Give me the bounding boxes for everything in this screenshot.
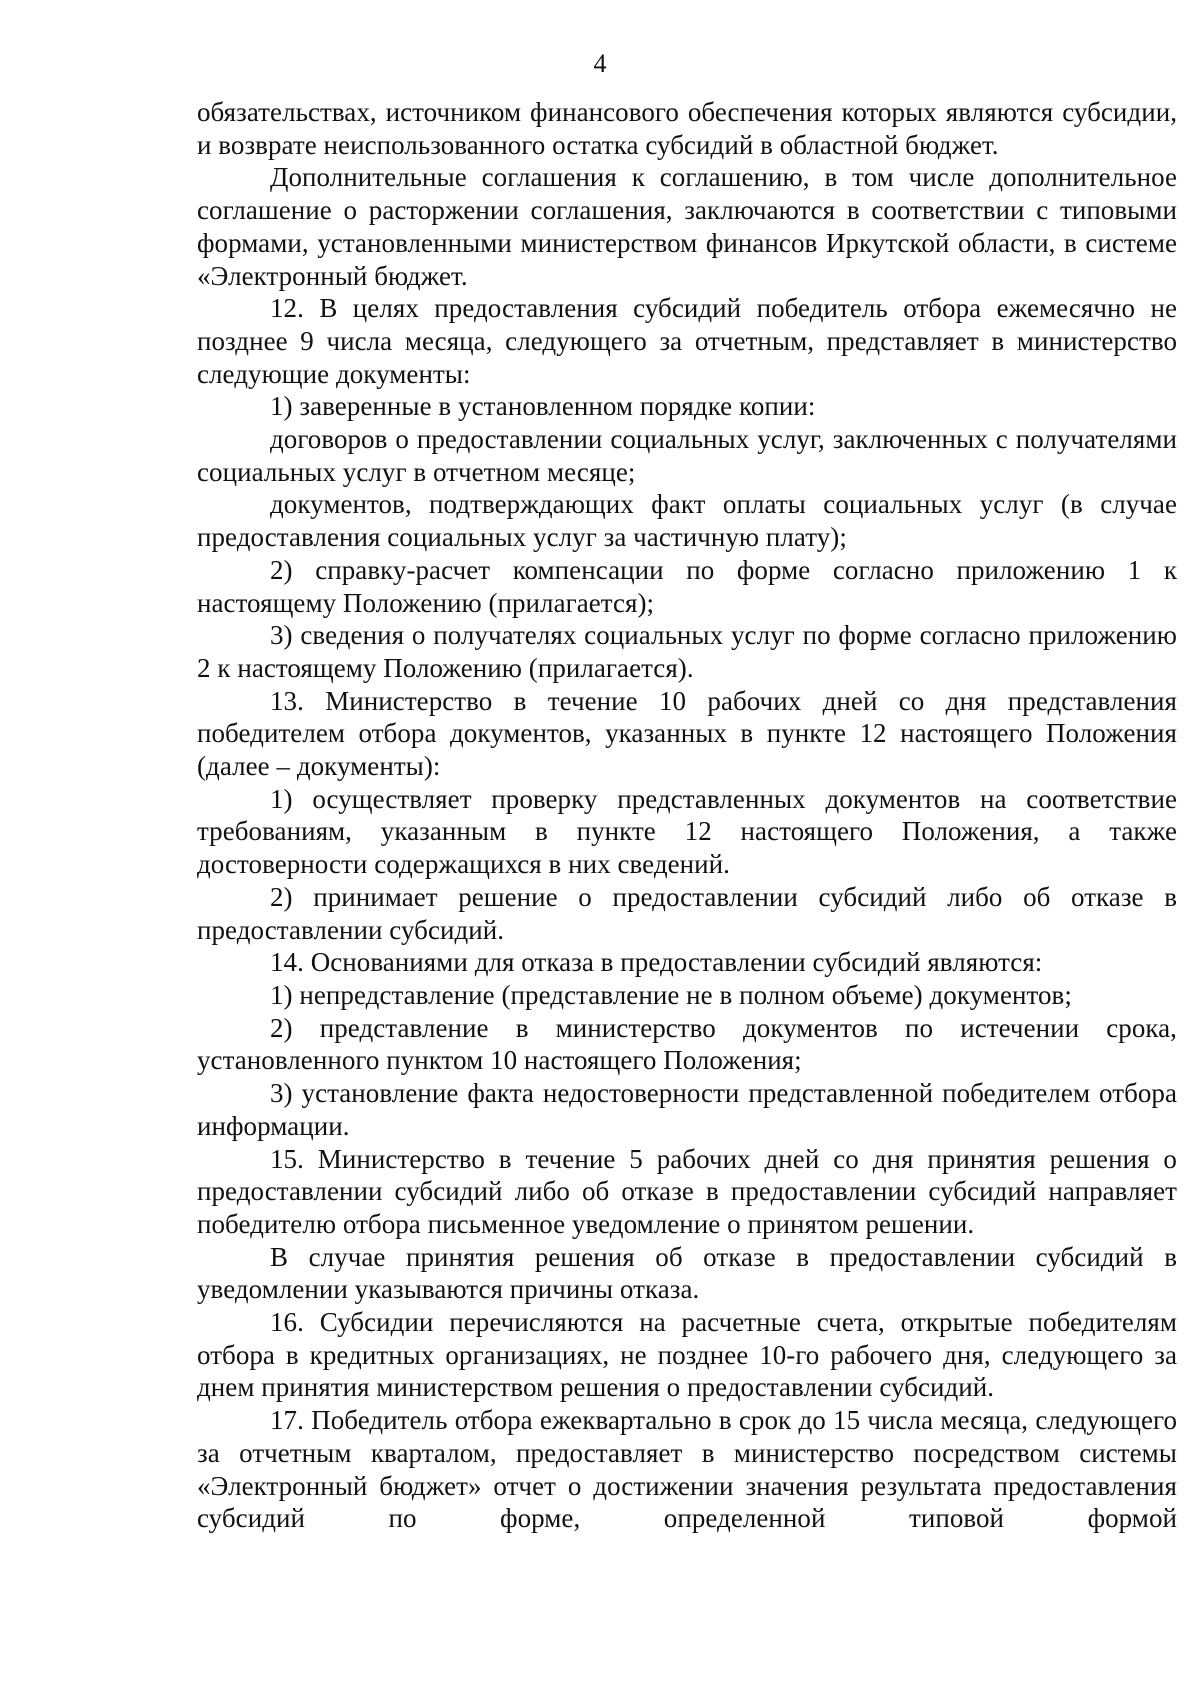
paragraph-14-item-1: 1) непредставление (представление не в полном объеме) документов; [270, 979, 1072, 1010]
paragraph-13: 13. Министерство в течение 10 рабочих дней со дня представления победителем отбора документов, указанных в пункте 12 настоящего Положения (далее – документы): [197, 685, 1177, 782]
paragraph-13-item-2: 2) принимает решение о предоставлении субсидий либо об отказе в предоставлении субсидий. [197, 881, 1177, 945]
paragraph-additional-agreements: Дополнительные соглашения к соглашению, в том числе дополнительное соглашение о расторжении соглашения, заключаются в соответствии с типовыми формами, установленными министерством финансов Иркутской области, в системе «Электронный бюджет. [197, 162, 1177, 291]
paragraph-12-item-1-payment-docs: документов, подтверждающих факт оплаты социальных услуг (в случае предоставления социальных услуг за частичную плату); [197, 489, 1177, 553]
paragraph-13-item-1: 1) осуществляет проверку представленных документов на соответствие требованиям, указанным в пункте 12 настоящего Положения, а также достоверности содержащихся в них сведений. [197, 783, 1177, 880]
paragraph-12-item-2: 2) справку-расчет компенсации по форме согласно приложению 1 к настоящему Положению (прилагается); [197, 554, 1177, 618]
paragraph-14: 14. Основаниями для отказа в предоставлении субсидий являются: [270, 947, 1043, 978]
page-number: 4 [593, 49, 607, 78]
document-body [197, 96, 1177, 1535]
paragraph-15: 15. Министерство в течение 5 рабочих дней со дня принятия решения о предоставлении субсидий либо об отказе в предоставлении субсидий направляет победителю отбора письменное уведомление о принятом решении. [197, 1143, 1177, 1239]
paragraph-12-item-1-contracts: договоров о предоставлении социальных услуг, заключенных с получателями социальных услуг в отчетном месяце; [197, 424, 1177, 487]
paragraph-17: 17. Победитель отбора ежеквартально в срок до 15 числа месяца, следующего за отчетным кварталом, предоставляет в министерство посредством системы «Электронный бюджет» отчет о достижении значения результата предоставления субсидий по форме, определенной типовой формой [197, 1405, 1177, 1534]
paragraph-12-item-3: 3) сведения о получателях социальных услуг по форме согласно приложению 2 к настоящему Положению (прилагается). [197, 620, 1177, 683]
paragraph-12-item-1: 1) заверенные в установленном порядке копии: [270, 391, 816, 422]
paragraph-12: 12. В целях предоставления субсидий победитель отбора ежемесячно не позднее 9 числа месяца, следующего за отчетным, представляет в министерство следующие документы: [197, 293, 1177, 389]
paragraph-15-refusal: В случае принятия решения об отказе в предоставлении субсидий в уведомлении указываются причины отказа. [197, 1241, 1177, 1305]
paragraph-continuation: обязательствах, источником финансового обеспечения которых являются субсидии, и возврате неиспользованного остатка субсидий в областной бюджет. [197, 97, 1177, 160]
paragraph-16: 16. Субсидии перечисляются на расчетные счета, открытые победителям отбора в кредитных организациях, не позднее 10-го рабочего дня, следующего за днем принятия министерством решения о предоставлении субсидий. [197, 1307, 1177, 1403]
paragraph-14-item-2: 2) представление в министерство документов по истечении срока, установленного пунктом 10 настоящего Положения; [197, 1012, 1177, 1076]
paragraph-14-item-3: 3) установление факта недостоверности представленной победителем отбора информации. [197, 1078, 1177, 1141]
